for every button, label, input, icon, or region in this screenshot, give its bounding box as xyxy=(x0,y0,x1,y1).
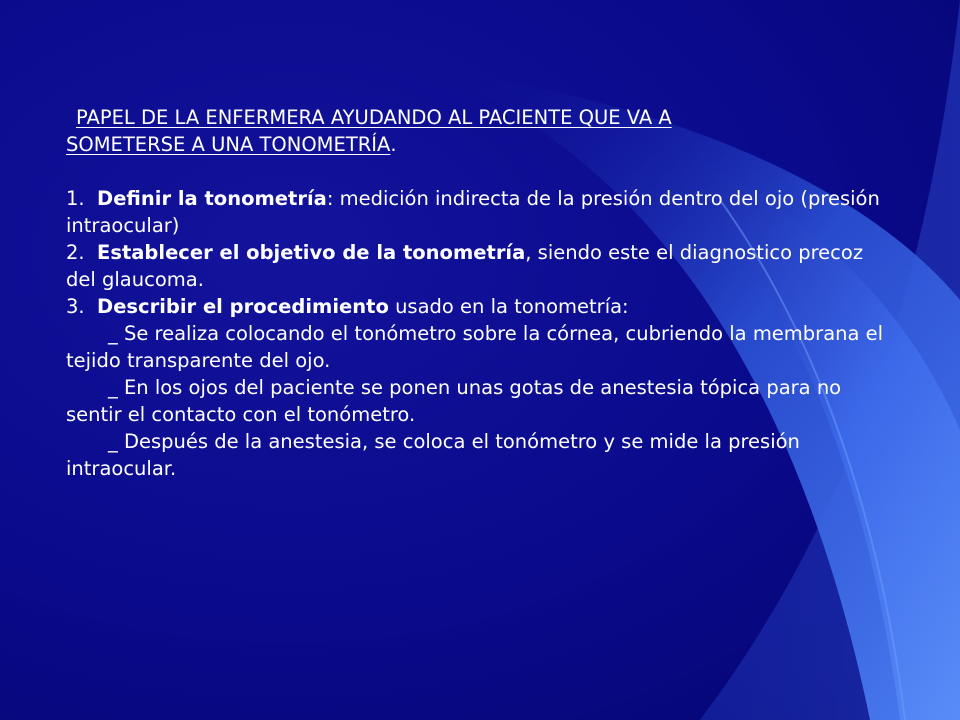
list-item-1-text: : medición indirecta de la presión dentro del ojo (presión intraocular) xyxy=(66,187,880,237)
list-item-2-text: , siendo este el diagnostico precoz del glaucoma. xyxy=(66,241,864,291)
spacer xyxy=(66,158,896,185)
sub-item-3-text: _ Después de la anestesia, se coloca el tonómetro y se mide la presión intraocular. xyxy=(66,430,800,480)
list-item-2 xyxy=(66,239,896,293)
sub-item-1 xyxy=(66,320,896,374)
sub-item-3 xyxy=(66,428,896,482)
list-item-3-number: 3. xyxy=(66,295,85,318)
list-item-3 xyxy=(66,293,896,320)
slide-title-line-2 xyxy=(66,131,896,158)
sub-item-2 xyxy=(66,374,896,428)
title-period: . xyxy=(390,133,397,156)
slide-content xyxy=(66,104,896,482)
sub-item-2-text: _ En los ojos del paciente se ponen unas gotas de anestesia tópica para no sentir el contacto con el tonómetro. xyxy=(66,376,842,426)
list-item-3-text: usado en la tonometría: xyxy=(388,295,629,318)
list-item-2-number: 2. xyxy=(66,241,85,264)
list-item-2-heading: Establecer el objetivo de la tonometría xyxy=(97,241,526,264)
list-item-3-heading: Describir el procedimiento xyxy=(97,295,389,318)
list-item-1-number: 1. xyxy=(66,187,85,210)
list-item-1-heading: Definir la tonometría xyxy=(97,187,327,210)
slide-title xyxy=(66,104,896,131)
list-item-1 xyxy=(66,185,896,239)
title-line-2: SOMETERSE A UNA TONOMETRÍA xyxy=(66,133,391,156)
sub-item-1-text: _ Se realiza colocando el tonómetro sobre la córnea, cubriendo la membrana el tejido transparente del ojo. xyxy=(66,322,884,372)
title-line-1: PAPEL DE LA ENFERMERA AYUDANDO AL PACIENTE QUE VA A xyxy=(76,106,672,129)
